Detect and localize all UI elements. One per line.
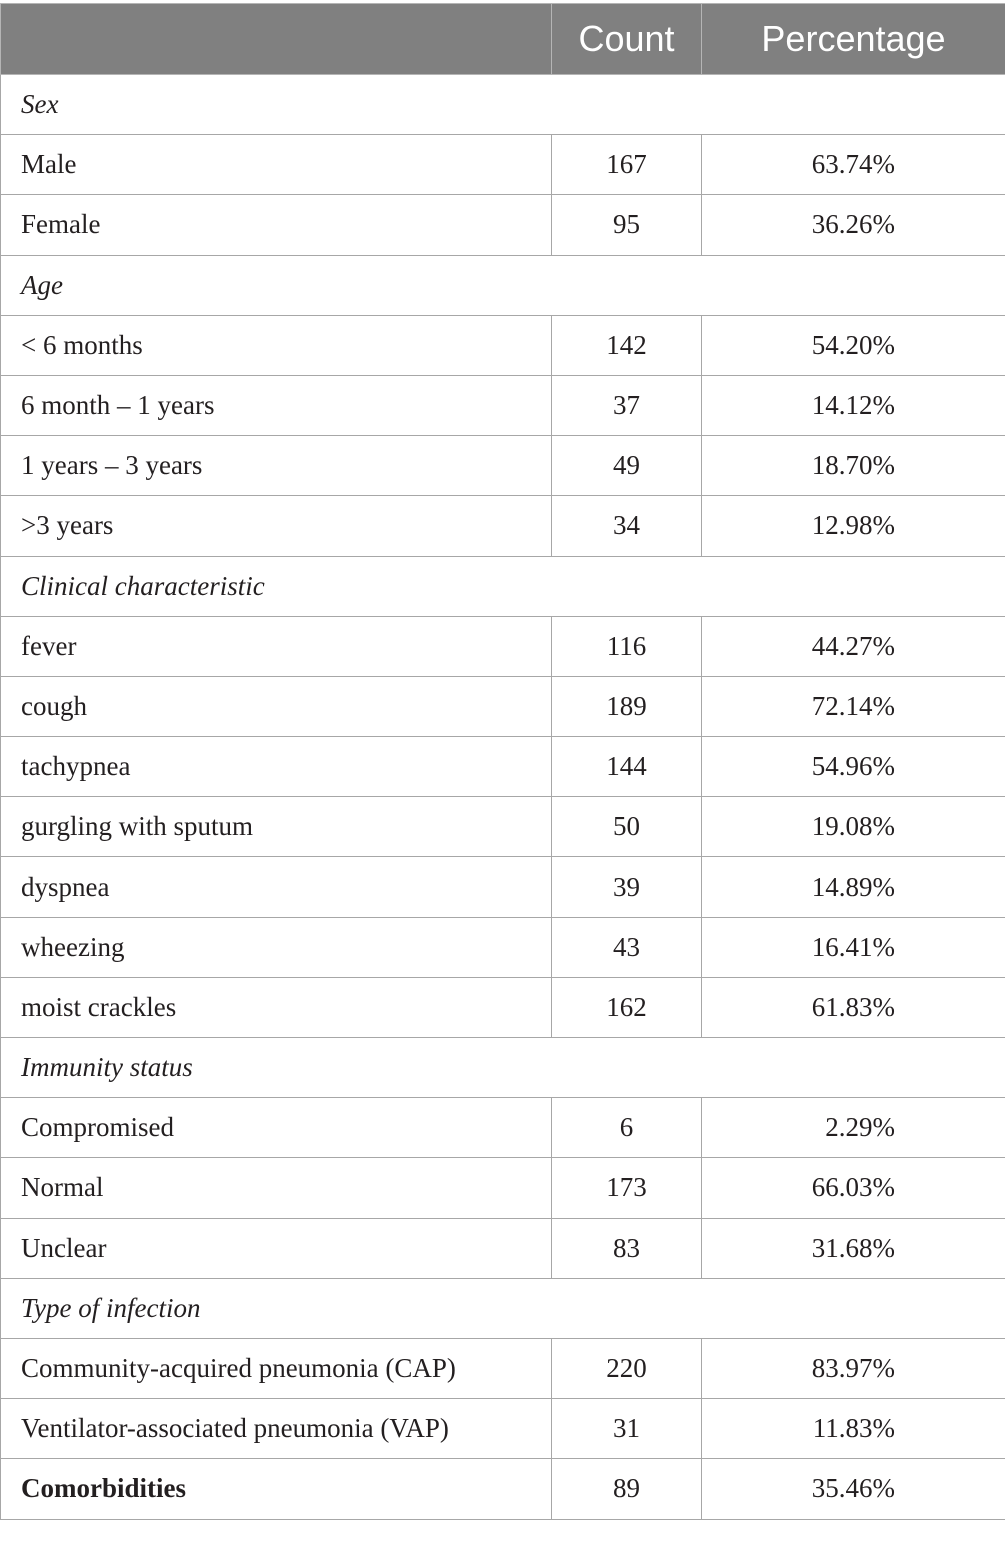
- row-count: 89: [552, 1459, 702, 1519]
- row-label: Ventilator-associated pneumonia (VAP): [1, 1399, 552, 1459]
- section-label: Sex: [1, 75, 1005, 135]
- table-row: [1, 1399, 1005, 1459]
- row-count: 39: [552, 857, 702, 917]
- section-label: Type of infection: [1, 1278, 1005, 1338]
- section-header-row: [1, 1278, 1005, 1338]
- table-header: [1, 4, 1005, 75]
- row-percentage: 14.89%: [702, 857, 1005, 917]
- row-percentage: 36.26%: [702, 195, 1005, 255]
- row-count: 83: [552, 1218, 702, 1278]
- header-percentage: Percentage: [702, 4, 1005, 75]
- row-label: 1 years – 3 years: [1, 436, 552, 496]
- row-percentage: 83.97%: [702, 1338, 1005, 1398]
- row-percentage: 44.27%: [702, 616, 1005, 676]
- table-row: [1, 195, 1005, 255]
- row-label: Community-acquired pneumonia (CAP): [1, 1338, 552, 1398]
- row-count: 31: [552, 1399, 702, 1459]
- row-count: 220: [552, 1338, 702, 1398]
- table-body: [1, 75, 1005, 1520]
- row-label: < 6 months: [1, 315, 552, 375]
- table-row: [1, 797, 1005, 857]
- section-label: Clinical characteristic: [1, 556, 1005, 616]
- row-count: 116: [552, 616, 702, 676]
- row-percentage: 18.70%: [702, 436, 1005, 496]
- section-header-row: [1, 1038, 1005, 1098]
- row-percentage: 11.83%: [702, 1399, 1005, 1459]
- row-label: Compromised: [1, 1098, 552, 1158]
- table-row: [1, 737, 1005, 797]
- table-row: [1, 1218, 1005, 1278]
- row-label: Unclear: [1, 1218, 552, 1278]
- table-row: [1, 676, 1005, 736]
- row-count: 189: [552, 676, 702, 736]
- row-count: 162: [552, 977, 702, 1037]
- row-label: 6 month – 1 years: [1, 375, 552, 435]
- row-percentage: 54.96%: [702, 737, 1005, 797]
- row-count: 34: [552, 496, 702, 556]
- section-header-row: [1, 556, 1005, 616]
- row-percentage: 19.08%: [702, 797, 1005, 857]
- table-row: [1, 315, 1005, 375]
- section-label: Immunity status: [1, 1038, 1005, 1098]
- header-count: Count: [552, 4, 702, 75]
- row-label: >3 years: [1, 496, 552, 556]
- row-label: dyspnea: [1, 857, 552, 917]
- row-count: 142: [552, 315, 702, 375]
- table-row: [1, 1158, 1005, 1218]
- row-percentage: 12.98%: [702, 496, 1005, 556]
- row-count: 173: [552, 1158, 702, 1218]
- row-count: 37: [552, 375, 702, 435]
- row-percentage: 54.20%: [702, 315, 1005, 375]
- row-count: 49: [552, 436, 702, 496]
- row-label: gurgling with sputum: [1, 797, 552, 857]
- section-header-row: [1, 255, 1005, 315]
- row-label: Comorbidities: [1, 1459, 552, 1519]
- row-count: 50: [552, 797, 702, 857]
- row-label: fever: [1, 616, 552, 676]
- row-percentage: 61.83%: [702, 977, 1005, 1037]
- row-percentage: 66.03%: [702, 1158, 1005, 1218]
- table-row: [1, 496, 1005, 556]
- row-label: cough: [1, 676, 552, 736]
- header-blank-cell: [1, 4, 552, 75]
- table-row: [1, 977, 1005, 1037]
- row-percentage: 63.74%: [702, 135, 1005, 195]
- row-label: moist crackles: [1, 977, 552, 1037]
- row-count: 144: [552, 737, 702, 797]
- section-label: Age: [1, 255, 1005, 315]
- row-percentage: 14.12%: [702, 375, 1005, 435]
- table-row: [1, 1459, 1005, 1519]
- table-row: [1, 1338, 1005, 1398]
- table-row: [1, 917, 1005, 977]
- row-count: 167: [552, 135, 702, 195]
- row-percentage: 72.14%: [702, 676, 1005, 736]
- row-percentage: 16.41%: [702, 917, 1005, 977]
- row-percentage: 35.46%: [702, 1459, 1005, 1519]
- row-label: Male: [1, 135, 552, 195]
- characteristics-table: [0, 3, 1005, 1520]
- row-count: 95: [552, 195, 702, 255]
- row-count: 43: [552, 917, 702, 977]
- table-row: [1, 375, 1005, 435]
- row-label: wheezing: [1, 917, 552, 977]
- section-header-row: [1, 75, 1005, 135]
- table-row: [1, 436, 1005, 496]
- table-row: [1, 616, 1005, 676]
- row-count: 6: [552, 1098, 702, 1158]
- table-row: [1, 1098, 1005, 1158]
- row-percentage: 2.29%: [702, 1098, 1005, 1158]
- row-label: Female: [1, 195, 552, 255]
- header-row: [1, 4, 1005, 75]
- row-label: tachypnea: [1, 737, 552, 797]
- table-row: [1, 857, 1005, 917]
- row-percentage: 31.68%: [702, 1218, 1005, 1278]
- table-row: [1, 135, 1005, 195]
- row-label: Normal: [1, 1158, 552, 1218]
